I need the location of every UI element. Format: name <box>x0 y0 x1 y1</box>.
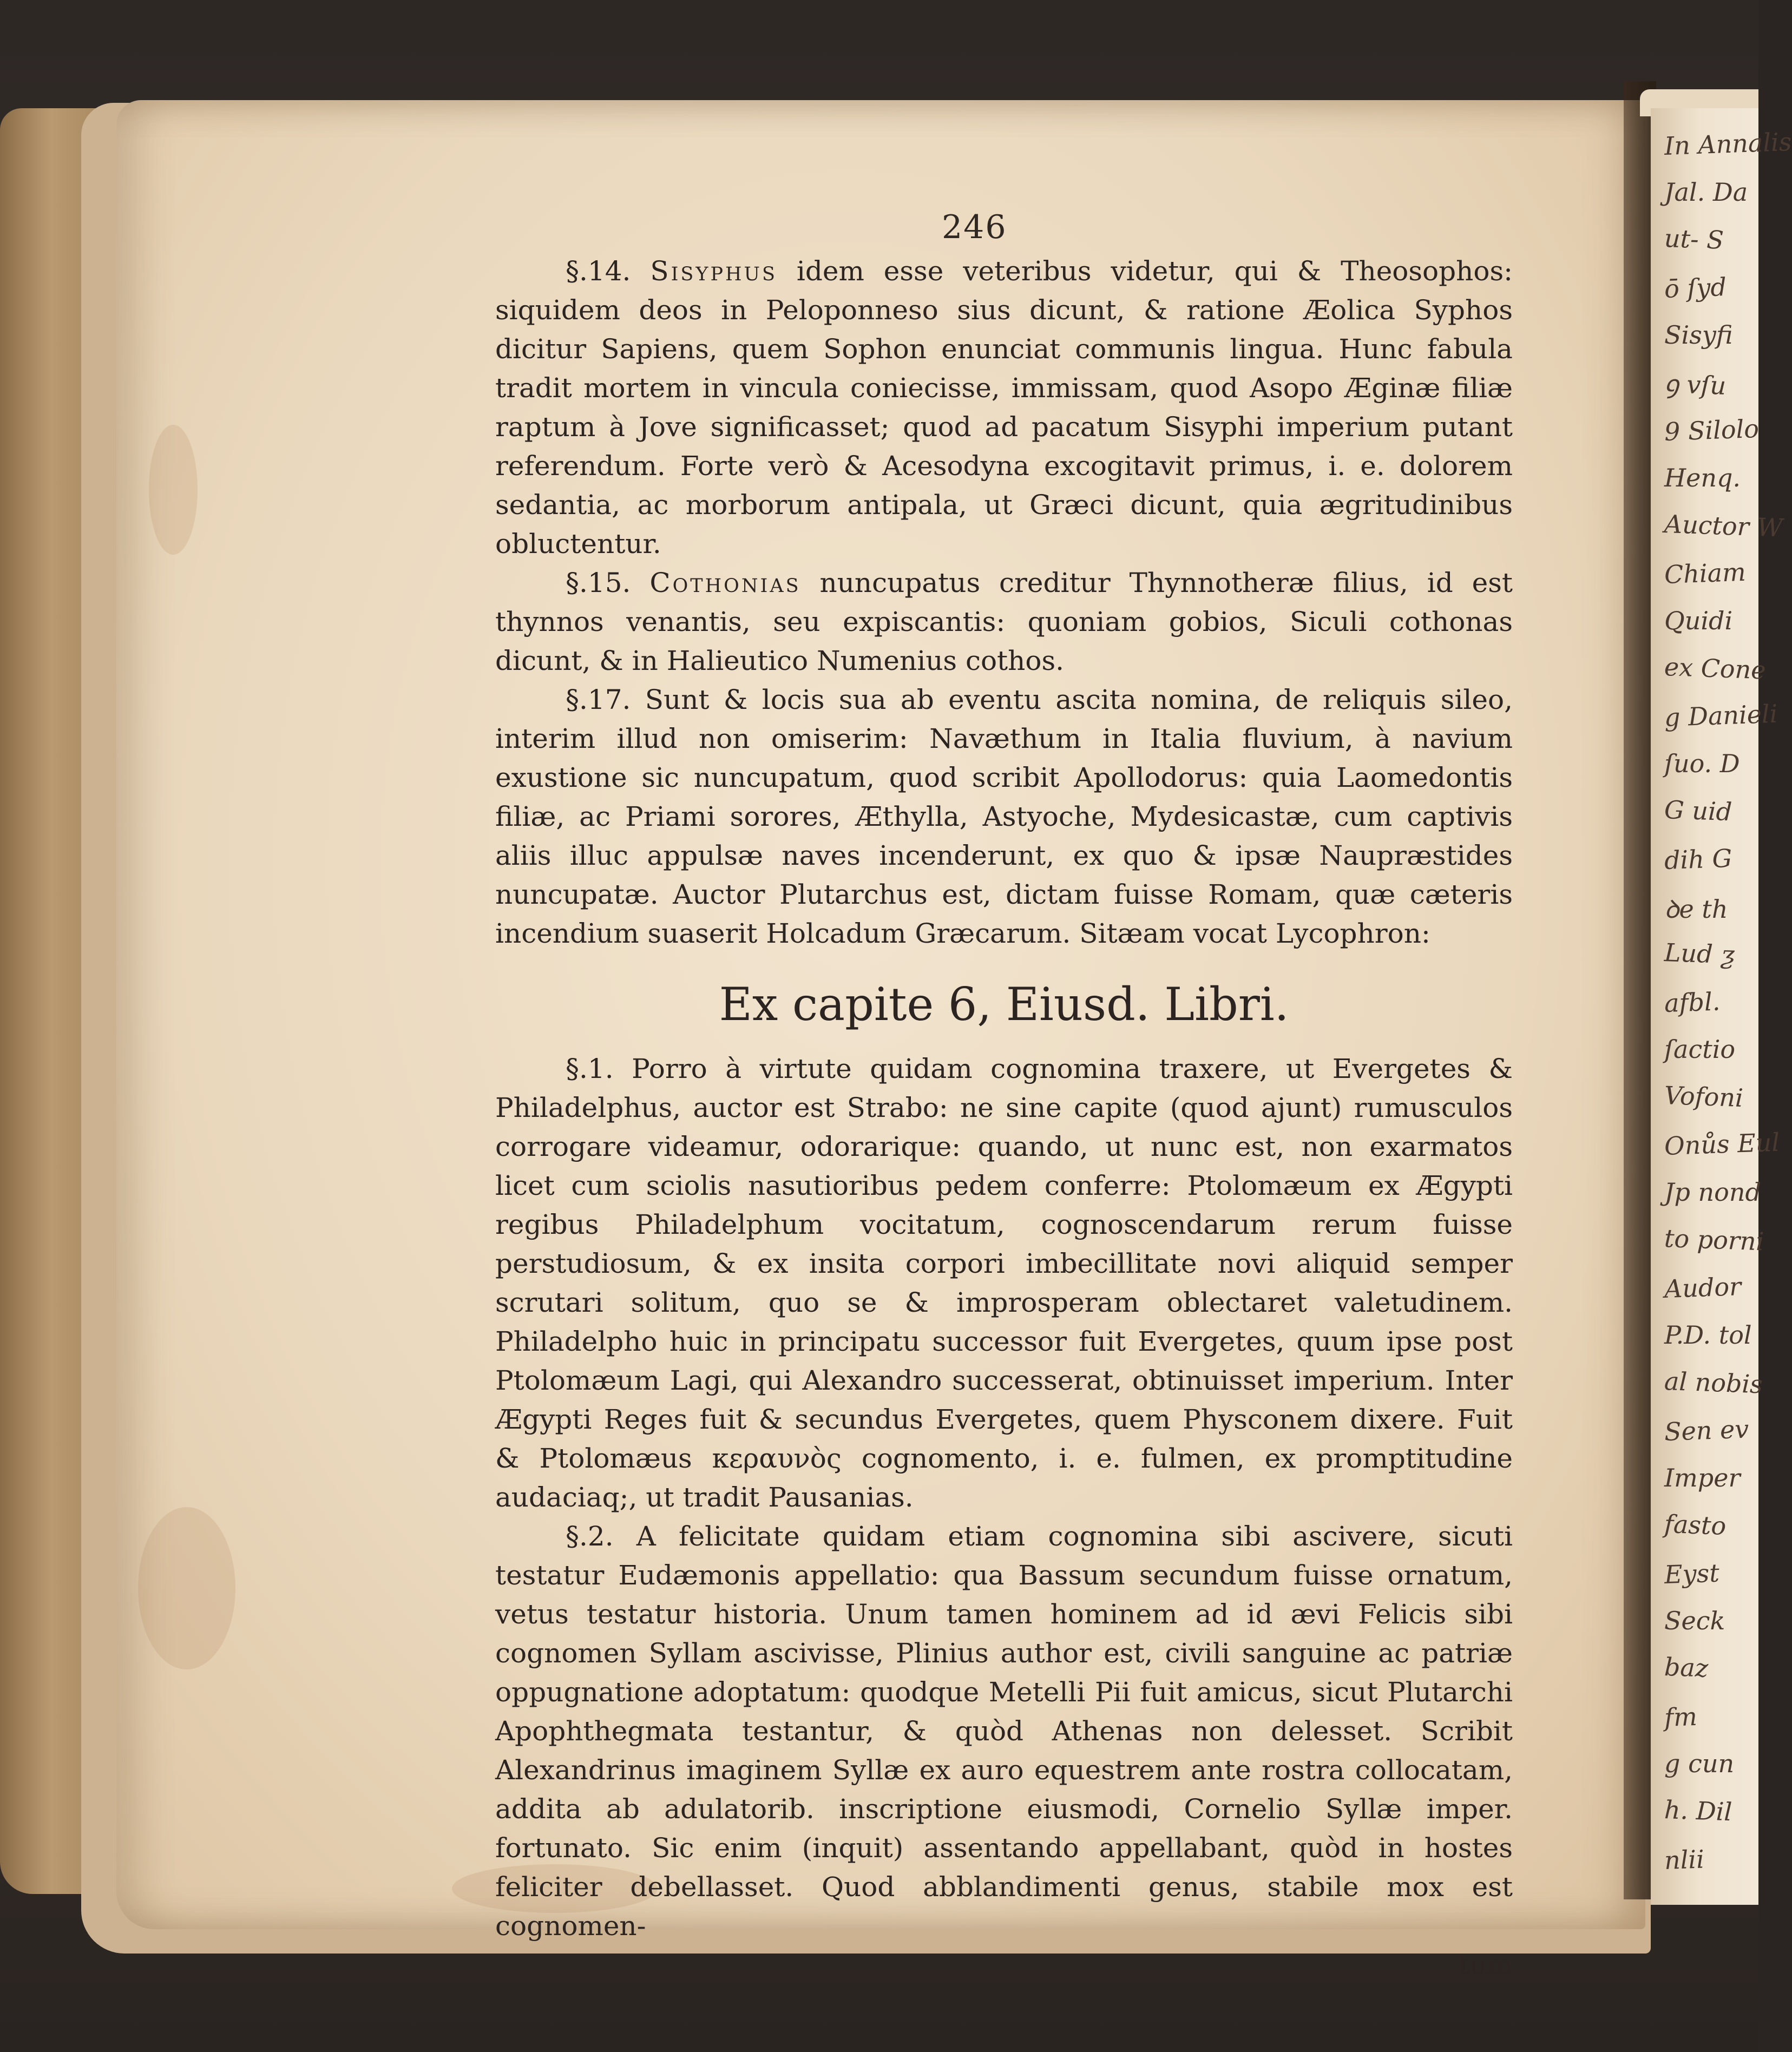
handwritten-note: baz <box>1664 1652 1709 1683</box>
handwritten-note: Quidi <box>1664 606 1733 635</box>
handwritten-note: 9 Silolo <box>1664 413 1760 447</box>
lead-word: Sisyphus <box>650 255 778 287</box>
section-label: §.2. <box>566 1521 614 1552</box>
handwritten-note: nlii <box>1664 1844 1705 1876</box>
handwritten-note: Auctor W <box>1664 509 1783 543</box>
paragraph-text: Sunt & locis sua ab eventu ascita nomina, de reliquis sileo, interim illud non omiserim: Navæthum in Italia fluvium, à navium exustione sic nuncupatum, quod scribit Apollodorus: quia Laomedontis filiæ, ac Priami sorores, Æthylla, Astyoche, Mydesicastæ, cum captivis aliis illuc appulsæ naves incenderunt, ex quo & ipsæ Naupræstides nuncupatæ. Auctor Plutarchus est, dictam fuisse Romam, quæ cæteris incendium suaserit Holcadum Græcarum. Sitæam vocat Lycophron: <box>495 684 1513 949</box>
handwritten-note: ſactio <box>1664 1035 1736 1064</box>
handwritten-note: to porni <box>1664 1223 1765 1257</box>
handwritten-note: g cun <box>1664 1749 1735 1778</box>
handwritten-note: Imper <box>1664 1463 1741 1492</box>
paragraph-17 <box>495 680 1513 953</box>
handwritten-note: Seck <box>1664 1606 1725 1635</box>
handwritten-note: ō ſyd <box>1664 272 1727 304</box>
paragraph-text: nuncupatus creditur Thynnotheræ filius, id est thynnos venantis, seu expiscantis: quoniam gobios, Siculi cothonas dicunt, & in Halieutico Numenius cothos. <box>495 567 1513 676</box>
handwritten-note: Lud ƺ <box>1664 937 1736 970</box>
handwritten-note: Audor <box>1664 1272 1742 1304</box>
handwritten-note: Chiam <box>1664 557 1747 590</box>
handwritten-note: dih G <box>1664 843 1733 876</box>
handwritten-note: Onůs Eul <box>1664 1127 1780 1161</box>
handwritten-note: h. Dil <box>1664 1794 1733 1827</box>
paragraph-text: idem esse veteribus videtur, qui & Theosophos: siquidem deos in Peloponneso sius dicunt, & ratione Æolica Syphos dicitur Sapiens, quem Sophon enunciat communis lingua. Hunc fabula tradit mortem in vincula coniecisse, immissam, quod Asopo Æginæ filiæ raptum à Jove significasset; quod ad pacatum Sisyphi imperium putant referendum. Forte verò & Acesodyna excogitavit primus, i. e. dolorem sedantia, ac morborum antipala, ut Græci dicunt, quia ægritudinibus obluctentur. <box>495 255 1513 560</box>
handwritten-note: Sen ev <box>1664 1414 1750 1447</box>
handwritten-note: g Danieli <box>1664 699 1778 733</box>
handwritten-note: Sisyfi <box>1664 320 1733 350</box>
handwritten-note: Henq. <box>1664 463 1741 492</box>
handwritten-note: Eyst <box>1664 1558 1720 1590</box>
page-stain <box>149 425 198 555</box>
handwritten-note: ſuo. D <box>1664 749 1740 778</box>
paragraph-2 <box>495 1517 1513 1945</box>
paragraph-text: Porro à virtute quidam cognomina traxere, ut Evergetes & Philadelphus, auctor est Strabo: ne sine capite (quod ajunt) rumusculos corrogare videamur, odorarique: quando, ut nunc est, non exarmatos licet cum sciolis nasutioribus pedem conferre: Ptolomæum ex Ægypti regibus Philadelphum vocitatum, cognoscendarum rerum fuisse perstudiosum, & ex insita corpori imbecillitate novi aliquid semper scrutari solitum, quo se & improsperam oblectaret valetudinem. Philadelpho huic in principatu successor fuit Evergetes, quum ipse post Ptolomæum Lagi, qui Alexandro successerat, obtinuisset imperium. Inter Ægypti Reges fuit & secundus Evergetes, quem Physconem dixere. Fuit & Ptolomæus κεραυνὸς cognomento, i. e. fulmen, ex promptitudine audaciaq;, ut tradit Pausanias. <box>495 1053 1513 1513</box>
handwritten-note: G uid <box>1664 794 1733 827</box>
handwritten-note: afbl. <box>1664 986 1721 1018</box>
section-label: §.1. <box>566 1053 614 1084</box>
handwritten-note: ꝺe th <box>1664 895 1728 924</box>
handwritten-note: In Annalis <box>1664 127 1792 161</box>
page-stain <box>138 1507 235 1669</box>
handwritten-note: al nobis <box>1664 1366 1763 1399</box>
handwritten-note: fasto <box>1664 1509 1727 1541</box>
handwritten-note: P.D. tol <box>1664 1320 1752 1350</box>
paragraph-text: A felicitate quidam etiam cognomina sibi ascivere, sicuti testatur Eudæmonis appellatio: qua Bassum secundum fuisse ornatum, vetus testatur historia. Unum tamen hominem ad id ævi Felicis sibi cognomen Syllam ascivisse, Plinius author est, civili sanguine ac patriæ oppugnatione adoptatum: quodque Metelli Pii fuit amicus, sicut Plutarchi Apophthegmata testantur, & quòd Athenas non delesset. Scribit Alexandrinus imaginem Syllæ ex auro equestrem ante rostra collocatam, addita ab adulatorib. inscriptione eiusmodi, Cornelio Syllæ imper. fortunato. Sic enim (inquit) assentando appellabant, quòd in hostes feliciter debellasset. Quod abblandimenti genus, stabile mox est cognomen- <box>495 1521 1513 1942</box>
section-label: §.14. <box>566 255 631 287</box>
section-label: §.17. <box>566 684 631 715</box>
handwritten-note: Jal. Da <box>1664 177 1748 207</box>
paragraph-14 <box>495 252 1513 563</box>
handwritten-note: Vofoni <box>1664 1080 1744 1113</box>
chapter-heading: Ex capite 6, Eiusd. Libri. <box>719 978 1289 1031</box>
catchword: tum <box>1459 1949 1513 1981</box>
handwritten-note: ex Cone <box>1664 652 1767 685</box>
handwritten-note: Jp nond <box>1664 1178 1761 1207</box>
section-label: §.15. <box>566 567 631 598</box>
paragraph-15 <box>495 563 1513 680</box>
handwritten-note: ꝯ vſu <box>1664 369 1727 400</box>
printed-text-block <box>495 252 1513 1984</box>
paragraph-1 <box>495 1049 1513 1517</box>
handwritten-note: fm <box>1664 1701 1698 1733</box>
lead-word: Cothonias <box>649 567 801 598</box>
page-number: 246 <box>942 208 1007 246</box>
handwritten-note: ut- S <box>1664 223 1724 255</box>
